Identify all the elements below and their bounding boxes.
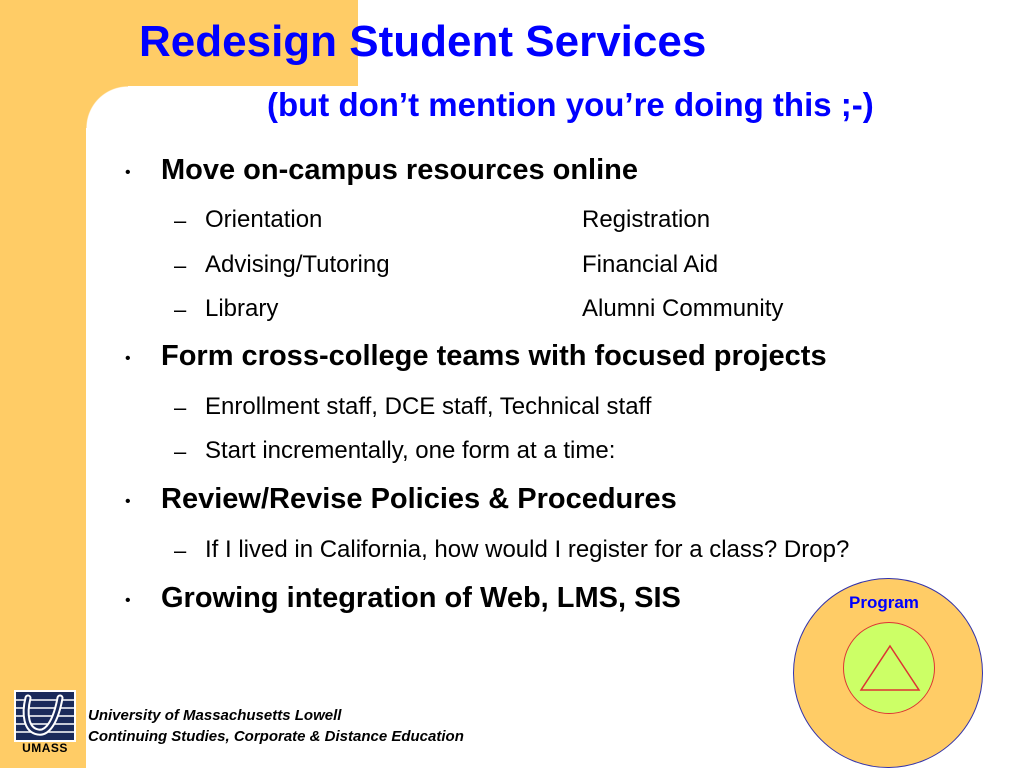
dash-icon: – bbox=[174, 253, 187, 278]
bullet-cross-college: Form cross-college teams with focused projects bbox=[161, 340, 827, 372]
subitem-staff: Enrollment staff, DCE staff, Technical staff bbox=[205, 393, 652, 420]
subitem-financial-aid: Financial Aid bbox=[582, 251, 719, 278]
bullet-integration: Growing integration of Web, LMS, SIS bbox=[161, 582, 681, 614]
subitem-registration: Registration bbox=[582, 206, 711, 233]
bullet-dot: • bbox=[125, 592, 131, 609]
subitem-library: Library bbox=[205, 295, 279, 322]
program-label: Program bbox=[849, 593, 919, 612]
dash-icon: – bbox=[174, 439, 187, 464]
subitem-orientation: Orientation bbox=[205, 206, 323, 233]
subitem-advising: Advising/Tutoring bbox=[205, 251, 390, 278]
frame-corner bbox=[86, 86, 128, 128]
bullet-dot: • bbox=[125, 493, 131, 510]
subitem-incremental: Start incrementally, one form at a time: bbox=[205, 437, 616, 464]
frame-left-bar bbox=[0, 0, 86, 768]
dash-icon: – bbox=[174, 208, 187, 233]
logo-text: UMASS bbox=[22, 741, 68, 755]
bullet-dot: • bbox=[125, 350, 131, 367]
bullet-dot: • bbox=[125, 164, 131, 181]
triangle-icon bbox=[859, 644, 921, 692]
slide-subtitle: (but don’t mention you’re doing this ;-) bbox=[267, 86, 874, 123]
dash-icon: – bbox=[174, 297, 187, 322]
dash-icon: – bbox=[174, 395, 187, 420]
subitem-alumni: Alumni Community bbox=[582, 295, 784, 322]
dash-icon: – bbox=[174, 538, 187, 563]
footer-university: University of Massachusetts Lowell bbox=[88, 707, 342, 724]
subitem-california: If I lived in California, how would I register for a class? Drop? bbox=[205, 536, 850, 563]
bullet-policies: Review/Revise Policies & Procedures bbox=[161, 483, 677, 515]
bullet-move-online: Move on-campus resources online bbox=[161, 154, 639, 186]
footer-department: Continuing Studies, Corporate & Distance Education bbox=[88, 728, 464, 745]
slide-title: Redesign Student Services bbox=[139, 17, 707, 66]
